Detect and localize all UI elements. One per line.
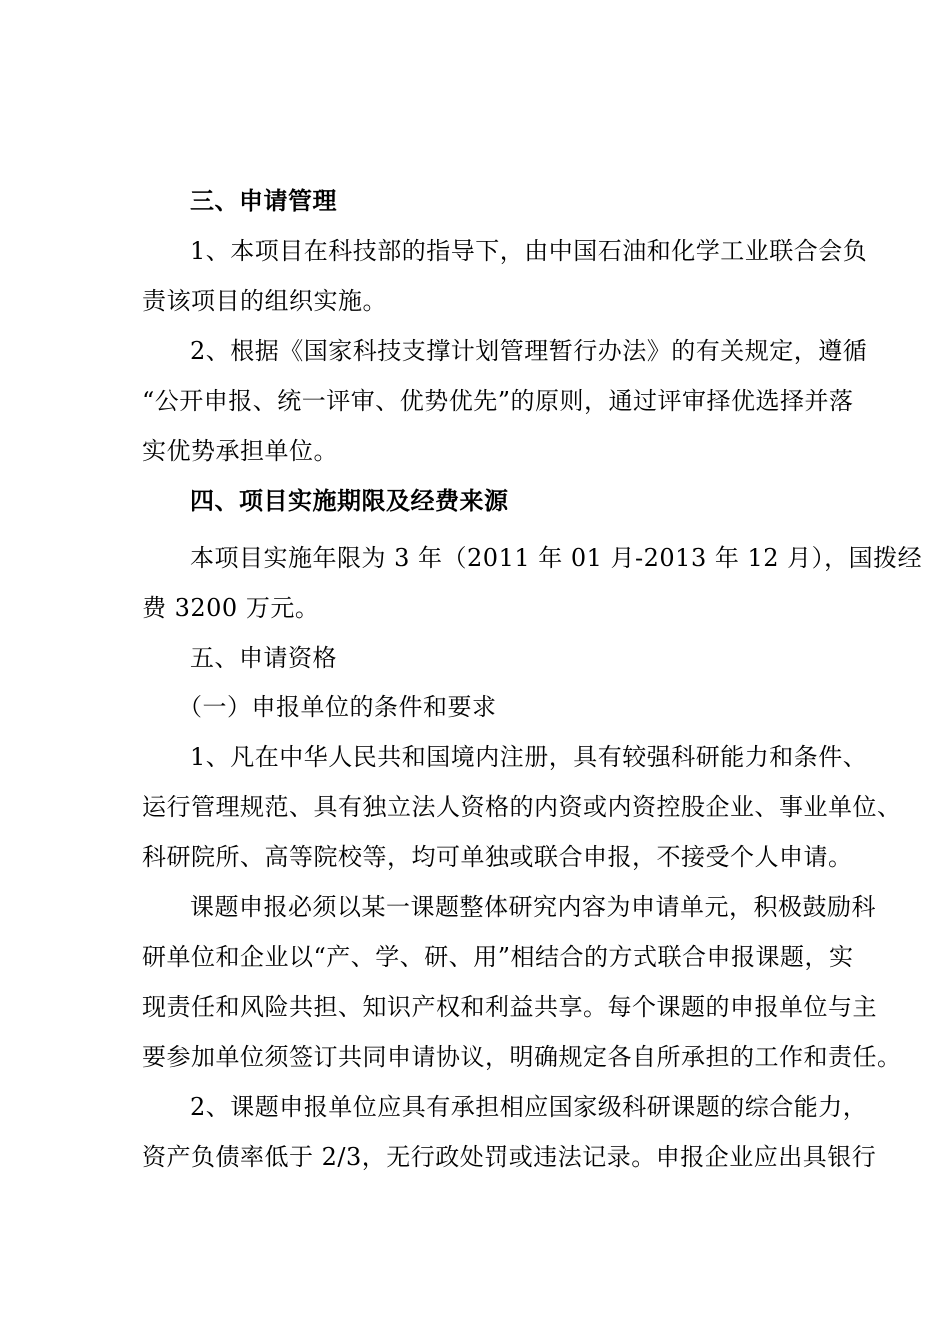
paragraph-line: 1、本项目在科技部的指导下，由中国石油和化学工业联合会负 [190, 237, 868, 265]
section-heading-eligibility: 五、申请资格 [190, 644, 337, 672]
paragraph-line: 要参加单位须签订共同申请协议，明确规定各自所承担的工作和责任。 [142, 1043, 902, 1071]
paragraph-line: 责该项目的组织实施。 [142, 287, 387, 315]
paragraph-line: 运行管理规范、具有独立法人资格的内资或内资控股企业、事业单位、 [142, 793, 902, 821]
paragraph-line: 现责任和风险共担、知识产权和利益共享。每个课题的申报单位与主 [142, 993, 877, 1021]
section-heading-application-management: 三、申请管理 [190, 187, 337, 215]
paragraph-line: 课题申报必须以某一课题整体研究内容为申请单元，积极鼓励科 [190, 893, 876, 921]
paragraph-line: 资产负债率低于 2/3，无行政处罚或违法记录。申报企业应出具银行 [142, 1143, 877, 1171]
paragraph-line: 实优势承担单位。 [142, 437, 338, 465]
paragraph-line: 研单位和企业以“产、学、研、用”相结合的方式联合申报课题，实 [142, 943, 854, 971]
paragraph-line: “公开申报、统一评审、优势优先”的原则，通过评审择优选择并落 [142, 387, 854, 415]
paragraph-line: 2、根据《国家科技支撑计划管理暂行办法》的有关规定，遵循 [190, 337, 868, 365]
paragraph-line: 2、课题申报单位应具有承担相应国家级科研课题的综合能力， [190, 1093, 868, 1121]
paragraph-line: 科研院所、高等院校等，均可单独或联合申报，不接受个人申请。 [142, 843, 853, 871]
section-heading-duration-funding: 四、项目实施期限及经费来源 [190, 487, 509, 515]
paragraph-line: 本项目实施年限为 3 年（2011 年 01 月-2013 年 12 月），国拨经 [190, 544, 923, 572]
subsection-heading-applicant-requirements: （一）申报单位的条件和要求 [178, 693, 497, 721]
paragraph-line: 1、凡在中华人民共和国境内注册，具有较强科研能力和条件、 [190, 743, 868, 771]
paragraph-line: 费 3200 万元。 [142, 594, 320, 622]
